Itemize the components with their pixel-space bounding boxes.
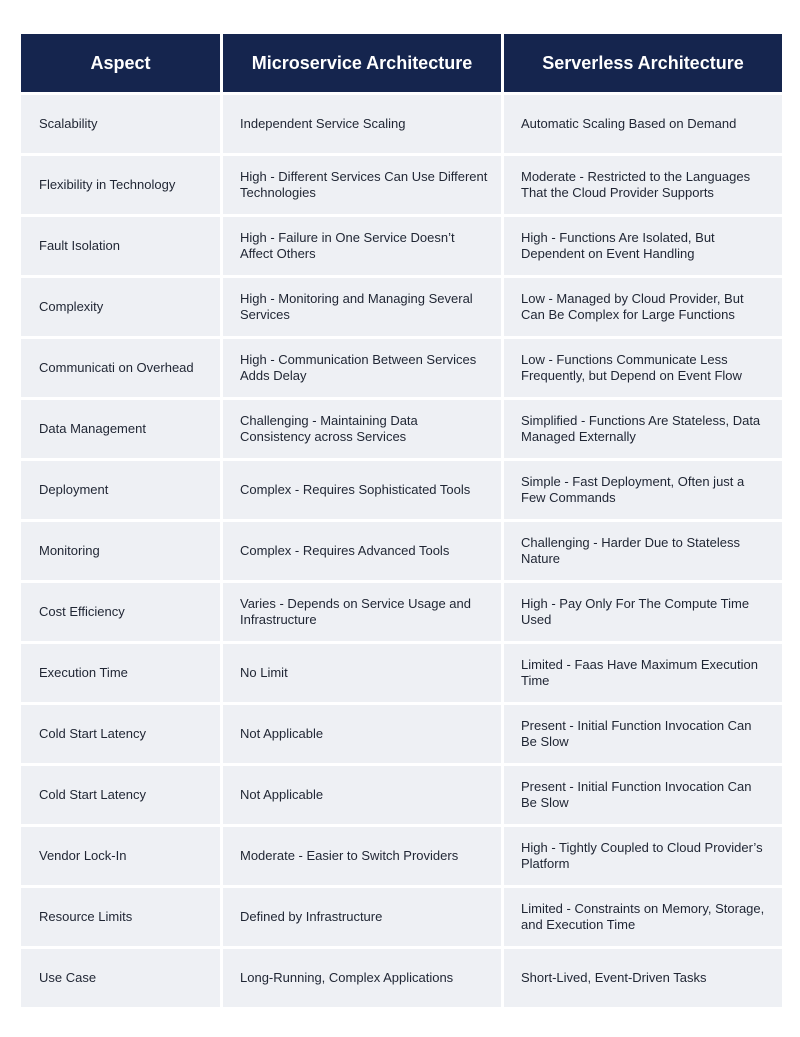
microservice-cell-text: Not Applicable [240,726,324,741]
serverless-cell-text: Moderate - Restricted to the Languages That the Cloud Provider Supports [521,169,751,200]
microservice-cell-text: Complex - Requires Advanced Tools [240,543,450,558]
aspect-cell [21,766,220,824]
microservice-cell-text: High - Different Services Can Use Different Technologies [240,169,488,200]
serverless-cell [504,827,782,885]
serverless-cell-text: Challenging - Harder Due to Stateless Nature [521,535,740,566]
serverless-cell-text: Short-Lived, Event-Driven Tasks [521,970,707,985]
microservice-cell-text: High - Communication Between Services Adds Delay [240,352,477,383]
serverless-cell [504,766,782,824]
aspect-cell [21,278,220,336]
microservice-cell-text: Moderate - Easier to Switch Providers [240,848,459,863]
microservice-cell-text: Independent Service Scaling [240,116,406,131]
aspect-cell-text: Communicati on Overhead [39,360,194,375]
serverless-cell [504,217,782,275]
microservice-cell-text: High - Failure in One Service Doesn’t Affect Others [240,230,455,261]
aspect-cell-text: Cost Efficiency [39,604,125,619]
microservice-cell [223,705,501,763]
aspect-cell [21,583,220,641]
serverless-cell-text: Low - Managed by Cloud Provider, But Can Be Complex for Large Functions [521,291,744,322]
header-microservice: Microservice Architecture [223,34,501,92]
microservice-cell [223,278,501,336]
serverless-cell [504,583,782,641]
header-serverless: Serverless Architecture [504,34,782,92]
microservice-cell [223,949,501,1007]
serverless-cell [504,522,782,580]
aspect-cell [21,95,220,153]
header-aspect: Aspect [21,34,220,92]
aspect-cell [21,400,220,458]
aspect-cell-text: Use Case [39,970,97,985]
microservice-cell [223,827,501,885]
aspect-cell [21,217,220,275]
serverless-cell-text: Present - Initial Function Invocation Can Be Slow [521,718,752,749]
microservice-cell-text: Defined by Infrastructure [240,909,383,924]
serverless-cell [504,644,782,702]
aspect-cell [21,339,220,397]
aspect-cell [21,644,220,702]
comparison-table [21,34,780,1007]
microservice-cell-text: Complex - Requires Sophisticated Tools [240,482,471,497]
serverless-cell [504,278,782,336]
aspect-cell-text: Vendor Lock-In [39,848,127,863]
aspect-cell-text: Scalability [39,116,98,131]
microservice-cell [223,217,501,275]
microservice-cell [223,156,501,214]
serverless-cell-text: Low - Functions Communicate Less Frequently, but Depend on Event Flow [521,352,742,383]
microservice-cell-text: Varies - Depends on Service Usage and Infrastructure [240,596,471,627]
aspect-cell-text: Flexibility in Technology [39,177,176,192]
aspect-cell-text: Resource Limits [39,909,133,924]
serverless-cell-text: High - Pay Only For The Compute Time Used [521,596,750,627]
serverless-cell-text: Simple - Fast Deployment, Often just a Few Commands [521,474,745,505]
aspect-cell-text: Cold Start Latency [39,726,146,741]
serverless-cell-text: Simplified - Functions Are Stateless, Data Managed Externally [521,413,761,444]
microservice-cell-text: Not Applicable [240,787,324,802]
aspect-cell-text: Cold Start Latency [39,787,146,802]
serverless-cell [504,400,782,458]
serverless-cell [504,949,782,1007]
microservice-cell [223,766,501,824]
microservice-cell-text: No Limit [240,665,288,680]
serverless-cell [504,888,782,946]
serverless-cell-text: High - Tightly Coupled to Cloud Provider’s Platform [521,840,763,871]
aspect-cell [21,827,220,885]
serverless-cell [504,339,782,397]
aspect-cell-text: Execution Time [39,665,128,680]
aspect-cell [21,461,220,519]
aspect-cell-text: Complexity [39,299,104,314]
aspect-cell-text: Monitoring [39,543,100,558]
serverless-cell-text: Limited - Constraints on Memory, Storage, and Execution Time [521,901,765,932]
microservice-cell [223,95,501,153]
microservice-cell [223,888,501,946]
serverless-cell [504,461,782,519]
microservice-cell-text: Challenging - Maintaining Data Consistency across Services [240,413,418,444]
microservice-cell [223,522,501,580]
microservice-cell [223,461,501,519]
aspect-cell-text: Deployment [39,482,109,497]
aspect-cell [21,888,220,946]
aspect-cell [21,156,220,214]
serverless-cell [504,156,782,214]
serverless-cell-text: Automatic Scaling Based on Demand [521,116,737,131]
serverless-cell [504,95,782,153]
microservice-cell [223,400,501,458]
microservice-cell [223,644,501,702]
serverless-cell-text: Present - Initial Function Invocation Can Be Slow [521,779,752,810]
microservice-cell [223,583,501,641]
microservice-cell-text: Long-Running, Complex Applications [240,970,454,985]
microservice-cell [223,339,501,397]
aspect-cell-text: Fault Isolation [39,238,120,253]
serverless-cell-text: Limited - Faas Have Maximum Execution Time [521,657,758,688]
aspect-cell [21,522,220,580]
aspect-cell [21,949,220,1007]
aspect-cell [21,705,220,763]
aspect-cell-text: Data Management [39,421,146,436]
microservice-cell-text: High - Monitoring and Managing Several Services [240,291,473,322]
serverless-cell [504,705,782,763]
serverless-cell-text: High - Functions Are Isolated, But Dependent on Event Handling [521,230,715,261]
